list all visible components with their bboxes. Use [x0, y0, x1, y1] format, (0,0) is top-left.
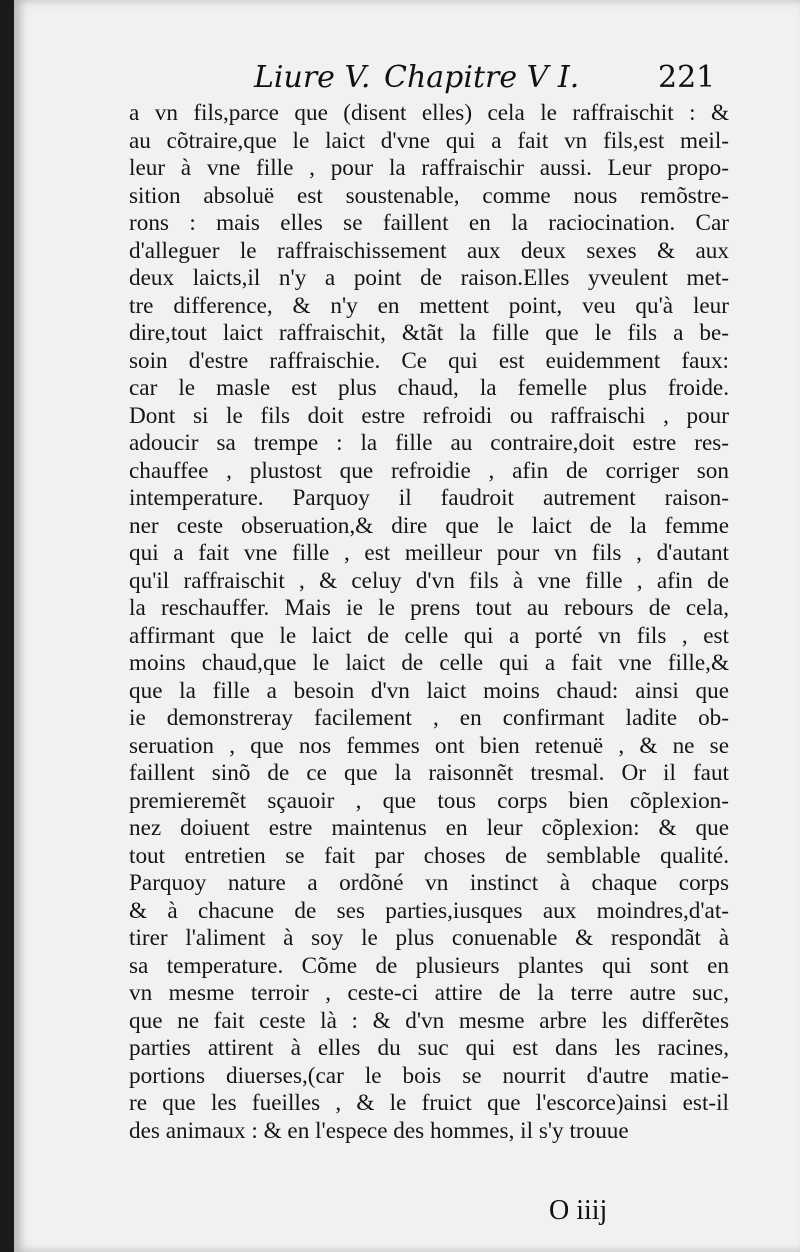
text-line: Parquoy nature a ordõné vn instinct à chaque corps — [129, 870, 729, 896]
text-line: premieremẽt sçauoir , que tous corps bien cõplexion- — [129, 787, 729, 814]
text-line: faillent sinõ de ce que la raisonnẽt tresmal. Or il faut — [129, 760, 729, 786]
text-line: d'alleguer le raffraischissement aux deux sexes & aux — [129, 237, 729, 264]
text-line: dire,tout laict raffraischit, &tãt la fille que le fils a be- — [129, 320, 729, 346]
text-line: tre difference, & n'y en mettent point, veu qu'à leur — [129, 292, 729, 319]
text-line: qu'il raffraischit , & celuy d'vn fils à vne fille , afin de — [129, 567, 729, 594]
text-line: intemperature. Parquoy il faudroit autrement raison- — [129, 485, 729, 511]
text-line: tirer l'aliment à soy le plus conuenable & respondãt à — [129, 925, 729, 951]
text-line: chauffee , plustost que refroidie , afin de corriger son — [129, 457, 729, 484]
text-line: des animaux : & en l'espece des hommes, il s'y trouue — [129, 1117, 629, 1144]
text-line: ie demonstreray facilement , en confirmant ladite ob- — [129, 705, 729, 731]
page-text — [129, 100, 729, 1145]
running-header — [14, 60, 800, 100]
text-line: au cõtraire,que le laict d'vne qui a fait vn fils,est meil- — [129, 127, 729, 154]
text-line: la reschauffer. Mais ie le prens tout au rebours de cela, — [129, 595, 729, 621]
text-line: que la fille a besoin d'vn laict moins chaud: ainsi que — [129, 677, 729, 704]
text-line: seruation , que nos femmes ont bien retenuë , & ne se — [129, 732, 729, 759]
text-line: qui a fait vne fille , est meilleur pour vn fils , d'autant — [129, 540, 729, 566]
text-line: soin d'estre raffraischie. Ce qui est euidemment faux: — [129, 347, 729, 374]
text-line: car le masle est plus chaud, la femelle plus froide. — [129, 375, 729, 401]
text-line: a vn fils,parce que (disent elles) cela le raffraischit : & — [129, 100, 729, 126]
text-line: & à chacune de ses parties,iusques aux moindres,d'at- — [129, 897, 729, 924]
page-number: 221 — [658, 60, 716, 95]
text-line: tout entretien se fait par choses de semblable qualité. — [129, 842, 729, 869]
text-line: que ne fait ceste là : & d'vn mesme arbre les differẽtes — [129, 1007, 729, 1034]
text-line: vn mesme terroir , ceste-ci attire de la terre autre suc, — [129, 980, 729, 1006]
signature-mark: O iiij — [549, 1195, 608, 1226]
text-line: ner ceste obseruation,& dire que le laict de la femme — [129, 512, 729, 539]
text-line: deux laicts,il n'y a point de raison.Elles yveulent met- — [129, 265, 729, 291]
book-page — [14, 0, 800, 1252]
text-line: portions diuerses,(car le bois se nourrit d'autre matie- — [129, 1062, 729, 1089]
text-line: adoucir sa trempe : la fille au contraire,doit estre res- — [129, 430, 729, 456]
text-line: nez doiuent estre maintenus en leur cõplexion: & que — [129, 815, 729, 841]
text-line: rons : mais elles se faillent en la raciocination. Car — [129, 210, 729, 236]
text-line: Dont si le fils doit estre refroidi ou raffraischi , pour — [129, 402, 729, 429]
text-line: leur à vne fille , pour la raffraischir aussi. Leur propo- — [129, 155, 729, 181]
text-line: re que les fueilles , & le fruict que l'escorce)ainsi est-il — [129, 1090, 729, 1116]
text-line: affirmant que le laict de celle qui a porté vn fils , est — [129, 622, 729, 649]
text-line: moins chaud,que le laict de celle qui a fait vne fille,& — [129, 650, 729, 676]
book-label: Liure V. — [254, 60, 371, 95]
text-line: sition absoluë est soustenable, comme nous remõstre- — [129, 182, 729, 209]
text-line: parties attirent à elles du suc qui est dans les racines, — [129, 1035, 729, 1061]
chapter-label: Chapitre V I. — [384, 60, 580, 95]
text-line: sa temperature. Cõme de plusieurs plantes qui sont en — [129, 952, 729, 979]
